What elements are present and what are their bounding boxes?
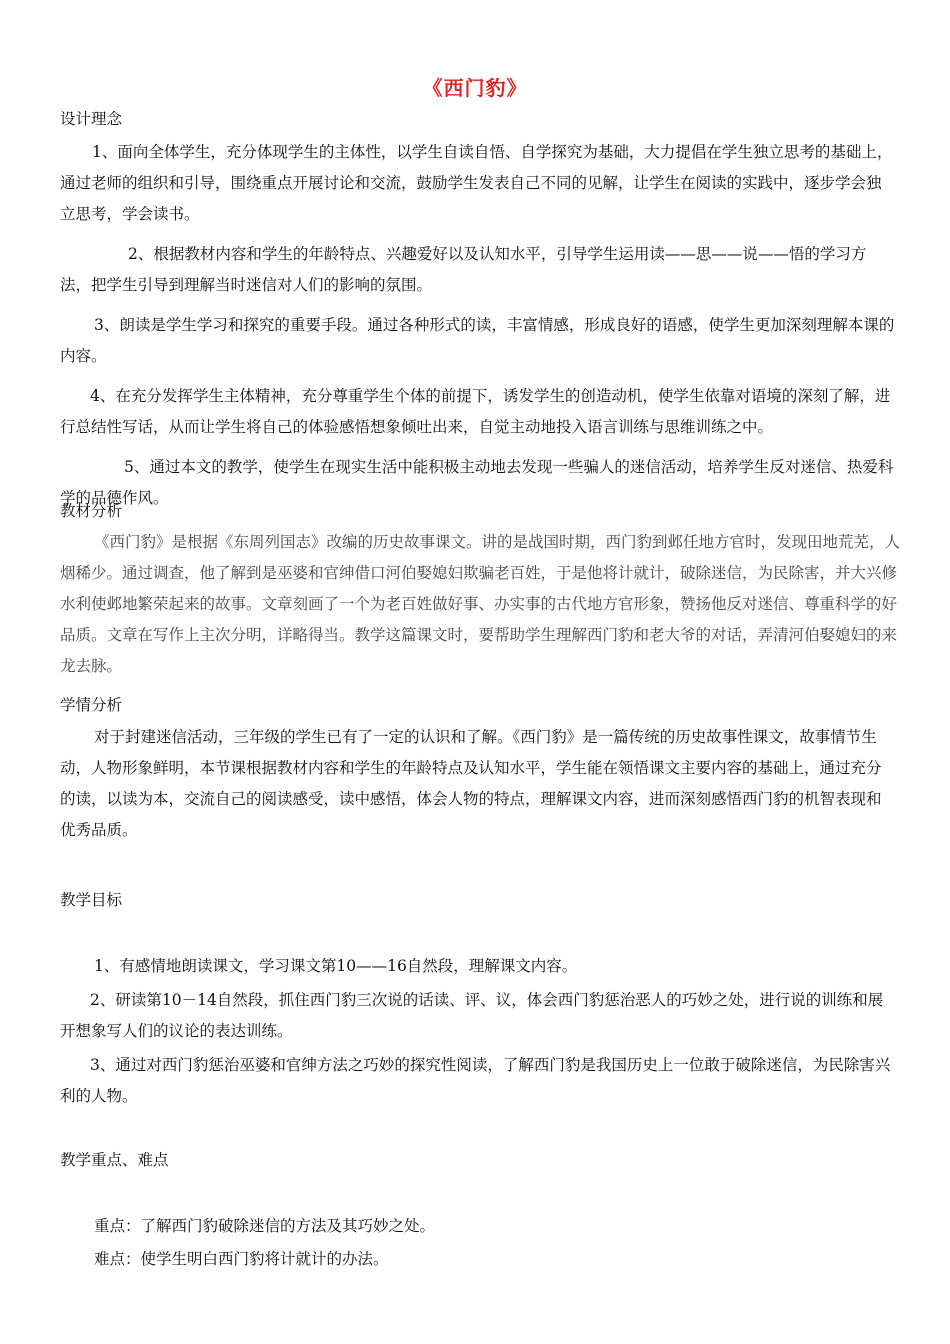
heading-key-points: 教学重点、难点 bbox=[60, 1151, 169, 1169]
student-analysis-text: 对于封建迷信活动，三年级的学生已有了一定的认识和了解。《西门豹》是一篇传统的历史故事性课文，故事情节生动，人物形象鲜明，本节课根据教材内容和学生的年龄特点及认知水平，学生能在领悟课文主要内容的基础上，通过充分的读，以读为本，交流自己的阅读感受，读中感悟，体会人物的特点，理解课文内容，进而深刻感悟西门豹的机智表现和优秀品质。 bbox=[60, 728, 882, 839]
key-point-focus: 重点：了解西门豹破除迷信的方法及其巧妙之处。 bbox=[94, 1217, 436, 1235]
design-concept-list bbox=[60, 137, 896, 514]
document-title: 《西门豹》 bbox=[422, 76, 528, 100]
objectives-list bbox=[60, 951, 896, 1112]
material-analysis-section bbox=[60, 527, 900, 682]
objective-item-2: 2、研读第10－14自然段，抓住西门豹三次说的话读、评、议，体会西门豹惩治恶人的巧妙之处，进行说的训练和展开想象写人们的议论的表达训练。 bbox=[60, 991, 884, 1040]
design-concept-item-4: 4、在充分发挥学生主体精神，充分尊重学生个体的前提下，诱发学生的创造动机，使学生依靠对语境的深刻了解，进行总结性写话，从而让学生将自己的体验感悟想象倾吐出来，自觉主动地投入语言训练与思维训练之中。 bbox=[60, 387, 891, 436]
heading-student-analysis: 学情分析 bbox=[60, 696, 123, 714]
key-point-difficulty: 难点：使学生明白西门豹将计就计的办法。 bbox=[94, 1250, 389, 1268]
heading-design-concept: 设计理念 bbox=[60, 110, 123, 128]
objective-item-3: 3、通过对西门豹惩治巫婆和官绅方法之巧妙的探究性阅读，了解西门豹是我国历史上一位敢于破除迷信，为民除害兴利的人物。 bbox=[60, 1056, 891, 1105]
heading-objectives: 教学目标 bbox=[60, 891, 123, 909]
key-points-section bbox=[60, 1211, 896, 1275]
objective-item-1: 1、有感情地朗读课文，学习课文第10——16自然段，理解课文内容。 bbox=[94, 957, 578, 975]
design-concept-item-1: 1、面向全体学生，充分体现学生的主体性，以学生自读自悟、自学探究为基础，大力提倡在学生独立思考的基础上，通过老师的组织和引导，围绕重点开展讨论和交流，鼓励学生发表自己不同的见解，让学生在阅读的实践中，逐步学会独立思考，学会读书。 bbox=[60, 143, 893, 223]
design-concept-item-3: 3、朗读是学生学习和探究的重要手段。通过各种形式的读，丰富情感，形成良好的语感，使学生更加深刻理解本课的内容。 bbox=[60, 316, 895, 365]
student-analysis-section bbox=[60, 722, 896, 846]
material-analysis-text: 《西门豹》是根据《东周列国志》改编的历史故事课文。讲的是战国时期，西门豹到邺任地方官时，发现田地荒芜，人烟稀少。通过调查，他了解到是巫婆和官绅借口河伯娶媳妇欺骗老百姓，于是他将计就计，破除迷信，为民除害，并大兴修水利使邺地繁荣起来的故事。文章刻画了一个为老百姓做好事、办实事的古代地方官形象，赞扬他反对迷信、尊重科学的好品质。文章在写作上主次分明，详略得当。教学这篇课文时，要帮助学生理解西门豹和老大爷的对话，弄清河伯娶媳妇的来龙去脉。 bbox=[60, 533, 901, 675]
design-concept-item-5: 5、通过本文的教学，使学生在现实生活中能积极主动地去发现一些骗人的迷信活动，培养学生反对迷信、热爱科学的品德作风。 bbox=[60, 458, 894, 507]
heading-material-analysis: 教材分析 bbox=[60, 502, 123, 520]
design-concept-item-2: 2、根据教材内容和学生的年龄特点、兴趣爱好以及认知水平，引导学生运用读——思——说——悟的学习方法，把学生引导到理解当时迷信对人们的影响的氛围。 bbox=[60, 245, 867, 294]
